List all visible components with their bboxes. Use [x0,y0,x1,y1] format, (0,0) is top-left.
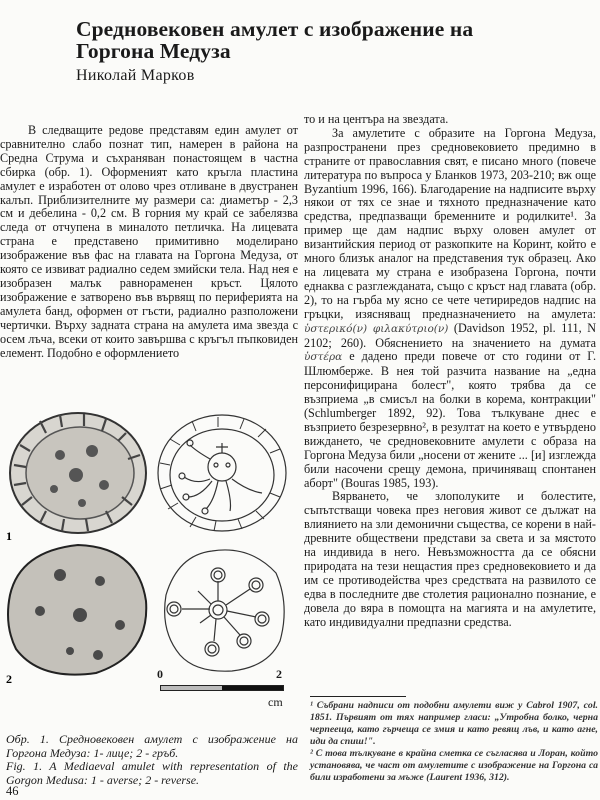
text-run: е дадено преди повече от сто години от Г. Шлюмберже. В нея той разчита название на „една персонифицирана болест", която трябва да се възприема „в смисъл на болки в корема, контракции" (Schlumberger 1892, 92). Това тълкуване днес е възприето безрезервно², в резултат на което е утвърдено виждането, че средновековните амулети с образа на Горгона Медуза били „носени от жените ... [и] изглежда били насочени срещу демона, причиняващ спонтанен аборт" (Bouras 1985, 193). [304,349,596,490]
title-line-1: Средновековен амулет с изображение на [76,17,474,41]
right-column [304,113,596,630]
scale-unit: cm [268,695,283,709]
title-line-2: Горгона Медуза [76,39,231,63]
footnote-1: ¹ Събрани надписи от подобни амулети виж у Cabrol 1907, col. 1851. Първият от тях например гласи: „Утробна болко, черна черпееща, като гърчеща се змия и като ревящ лъв, и като агне, иди да спиш!". [310,700,598,747]
caption-bulgarian: Обр. 1. Средновековен амулет с изображение на Горгона Медуза: 1- лице; 2 - гръб. [6,732,298,760]
paragraph-intro: В следващите редове представям един амулет от сравнително слабо познат тип, намерен в района на Средна Струма и съхраняван понастоящем в частна сбирка (обр. 1). Оформеният като кръгла пластина амулет е изработен от олово чрез отливане в двустранен калъп. Приблизителните му размери са: диаметър - 2,3 см и дебелина - 0,2 см. В горния му край се забелязва следа от отчупена в миналото петличка. На лицевата страна е представено примитивно моделирано изображение във фас на главата на Горгона Медуза, от която се извиват радиално седем змийски тела. Над нея е изобразен малък равнораменен кръст. Цялото изображение е затворено във вървящ по периферията на амулета банд, оформен от гъсти, радиално разположени чертички. Върху задната страна на амулета има звезда с осем лъча, всеки от които завършва с кръгъл пъпковиден елемент. Подобно е оформлението [0,123,298,360]
figure-caption [6,733,298,787]
scale-start: 0 [157,667,163,681]
page-number: 46 [6,784,19,798]
footnote-divider [310,696,406,697]
averse-photo [10,413,146,533]
caption-english: Fig. 1. A Mediaeval amulet with representation of the Gorgon Medusa: 1 - averse; 2 - reverse. [6,759,298,787]
author-name: Николай Марков [76,67,195,84]
paragraph-medusa-amulets [304,127,596,491]
article-title [76,18,556,62]
paragraph-beliefs: Вярването, че злополуките и болестите, съпътстващи човека през неговия живот се дължат на влиянието на зли демонични същества, се корени в най-древните обществени представи за света и за мястото на индивида в него. Невъзможността да се обясни природата на тези нещастия през средновековието и да им се противодейства чрез средствата на развилото се едва в последните две столетия рационално познание, е довела до вяра в помощта на магията и на амулетите, като индивидуални предпазни средства. [304,489,596,629]
figure-label-2: 2 [6,672,12,686]
left-column [0,124,298,360]
greek-inscription: ὑστερικό(ν) φιλακύτριο(ν) [304,322,449,335]
reverse-drawing [165,550,285,671]
text-run: За амулетите с образите на Горгона Медуза, разпространени през средновековието предимно в страните от православния свят, е писано много (повече литература по въпроса у Бланков 1973, 203-210; вж още Byzantium 1996, 166). Благодарение на надписите върху някои от тях се знае и тяхното предназначение като средства, предпазващи бременните и родилките¹. За пример ще дам надпис върху оловен амулет от византийския период от разкопките на Коринт, който е много близък аналог на представения тук образец. Ако на лицевата му страна е изобразена Горгона, почти еднаква с разглежданата, също с кръст над главата (обр. 2), то на гърба му ясно се чете четириредов надпис на гръцки, изясняващ предназначението на амулета: [304,125,596,321]
scale-end: 2 [276,667,282,681]
reverse-photo [8,545,146,675]
scale-bar [160,685,284,691]
averse-drawing [158,415,286,531]
footnote-2: ² С това тълкуване в крайна сметка се съгласява и Лоран, който установява, че част от амулетите с изображение на Горгона са били изработени за мъже (Laurent 1936, 312). [310,748,598,783]
greek-word: ὑστέρα [304,351,343,364]
figure-amulet [0,405,300,709]
figure-label-1: 1 [6,529,12,543]
text-run: (Davidson 1952, pl. 111, N 2102; 260). Обяснението на значението на думата [304,320,596,350]
footnotes [310,700,598,784]
paragraph-continuation: то и на центъра на звездата. [304,112,449,126]
amulet-drawings [0,405,300,700]
